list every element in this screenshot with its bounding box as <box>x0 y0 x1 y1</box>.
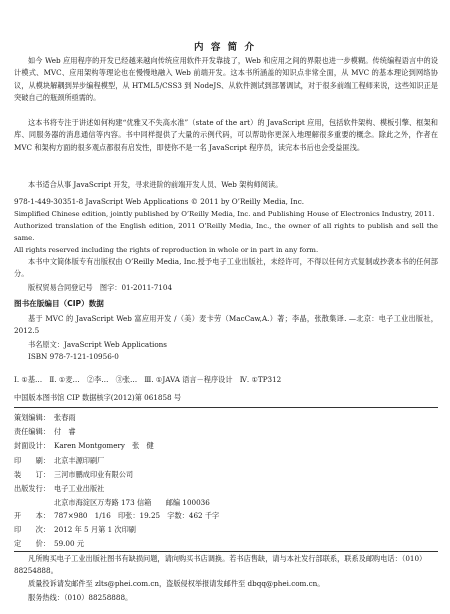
credit-edition-value: 2012 年 5 月第 1 次印刷 <box>54 525 136 534</box>
credit-planning-label: 策划编辑： <box>14 413 50 422</box>
credit-price <box>14 538 84 550</box>
service-hotline: 服务热线：（010）88258888。 <box>28 593 133 602</box>
cip-isbn: ISBN 978-7-121-10956-0 <box>28 352 119 361</box>
cip-title-line <box>14 313 438 338</box>
intro-paragraph-3: 本书适合从事 JavaScript 开发，寻求进阶的前端开发人员、Web 架构师阅读。 <box>28 180 283 189</box>
defect-notice: 凡所购买电子工业出版社图书有缺损问题，请向购买书店调换。若书店售缺，请与本社发行部联系，联系及邮购电话：（010）88254888。 <box>14 554 427 575</box>
credit-editor-value: 付 睿 <box>54 427 76 436</box>
cip-classification: Ⅰ. ①基… Ⅱ. ①麦… ②李… ③张… Ⅲ. ①JAVA 语言－程序设计 Ⅳ. ①TP312 <box>14 375 282 384</box>
intro-paragraph-2: 这本书将专注于讲述如何构建“优雅又不失高水准”（state of the art）的 JavaScript 应用，包括软件架构、模板引擎、框架和库、同服务器的消息通信等内容。书中同样提供了大量的示例代码，可以帮助你更深入地理解很多重要的概念。除此之外，作者在 MVC 和架构方面的很多观点都很有启发性，即使你不是一名 JavaScript 程序员，读完本书后也会受益匪浅。 <box>14 118 438 152</box>
authorized-translation-note: Authorized translation of the English edition, 2011 O’Reilly Media, Inc., the owner of all rights to publish and sell the same. <box>14 222 438 243</box>
credit-print <box>14 455 104 467</box>
divider-bottom <box>14 551 438 552</box>
credit-binding-label: 装 订： <box>14 470 50 479</box>
isbn-copyright-line: 978-1-449-30351-8 JavaScript Web Applications © 2011 by O’Reilly Media, Inc. <box>14 197 304 206</box>
credit-edition-label: 印 次： <box>14 525 50 534</box>
english-edition-note: Simplified Chinese edition, jointly published by O’Reilly Media, Inc. and Publishing House of Electronics Industry, 2011. <box>14 210 435 218</box>
cip-record-number: 中国版本图书馆 CIP 数据核字(2012)第 061858 号 <box>14 393 182 402</box>
credit-price-value: 59.00 元 <box>54 539 85 548</box>
credit-cover <box>14 440 154 452</box>
credit-cover-value: Karen Montgomery 张 健 <box>54 441 154 450</box>
publisher-address: 北京市海淀区万寿路 173 信箱 邮编 100036 <box>54 498 210 507</box>
credit-cover-label: 封面设计： <box>14 441 50 450</box>
exclusive-rights-note: 本书中文简体版专有出版权由 O’Reilly Media, Inc.授予电子工业出版社，未经许可，不得以任何方式复制或抄袭本书的任何部分。 <box>14 257 438 279</box>
credit-binding-value: 三河市鹏成印业有限公司 <box>54 470 134 479</box>
credit-format-label: 开 本： <box>14 511 50 520</box>
credit-format-value: 787×980 1/16 印张：19.25 字数：462 千字 <box>54 511 220 520</box>
divider-top <box>14 407 438 408</box>
contract-number: 版权贸易合同登记号 图字：01-2011-7104 <box>28 283 173 292</box>
credit-editor <box>14 426 76 438</box>
credit-publisher <box>14 483 104 495</box>
cip-heading: 图书在版编目（CIP）数据 <box>14 299 104 308</box>
credit-binding <box>14 469 133 481</box>
credit-edition <box>14 524 136 536</box>
intro-paragraph-1: 如今 Web 应用程序的开发已经越来越向传统应用软件开发靠拢了，Web 和应用之间的界限也进一步模糊。传统编程语言中的设计模式、MVC、应用架构等理论也在慢慢地融入 Web 前端开发。这本书所涵盖的知识点非常全面，从 MVC 的基本理论到网络协议，从模块解耦到异步编程模型，从 HTML5/CSS3 到 NodeJS、从软件测试到部署调试，对于很多前端工程师来说，这些知识正是突破自己的瓶颈所亟需的。 <box>14 56 438 103</box>
credit-editor-label: 责任编辑： <box>14 427 50 436</box>
credit-publisher-label: 出版发行： <box>14 484 50 493</box>
cip-line-2: 工业出版社，2012.5 <box>14 314 438 336</box>
credit-format <box>14 510 219 522</box>
cip-original-title: 书名原文：JavaScript Web Applications <box>28 340 167 349</box>
credit-print-value: 北京丰源印刷厂 <box>54 456 105 465</box>
credit-planning <box>14 412 76 424</box>
rights-reserved-note: All rights reserved including the rights of reproduction in whole or in part in any form. <box>14 246 319 254</box>
credit-price-label: 定 价： <box>14 539 50 548</box>
cip-line-1: 基于 MVC 的 JavaScript Web 富应用开发 /（美）麦卡劳（MacCaw,A.）著；李晶，张散集译. —北京：电子 <box>28 314 394 323</box>
intro-title: 内 容 简 介 <box>194 42 256 53</box>
credit-publisher-value: 电子工业出版社 <box>54 484 105 493</box>
credit-planning-value: 张春雨 <box>54 413 76 422</box>
credit-print-label: 印 刷： <box>14 456 50 465</box>
complaint-notice: 质量投诉请发邮件至 zlts@phei.com.cn，盗版侵权举报请发邮件至 dbqq@phei.com.cn。 <box>28 579 325 588</box>
